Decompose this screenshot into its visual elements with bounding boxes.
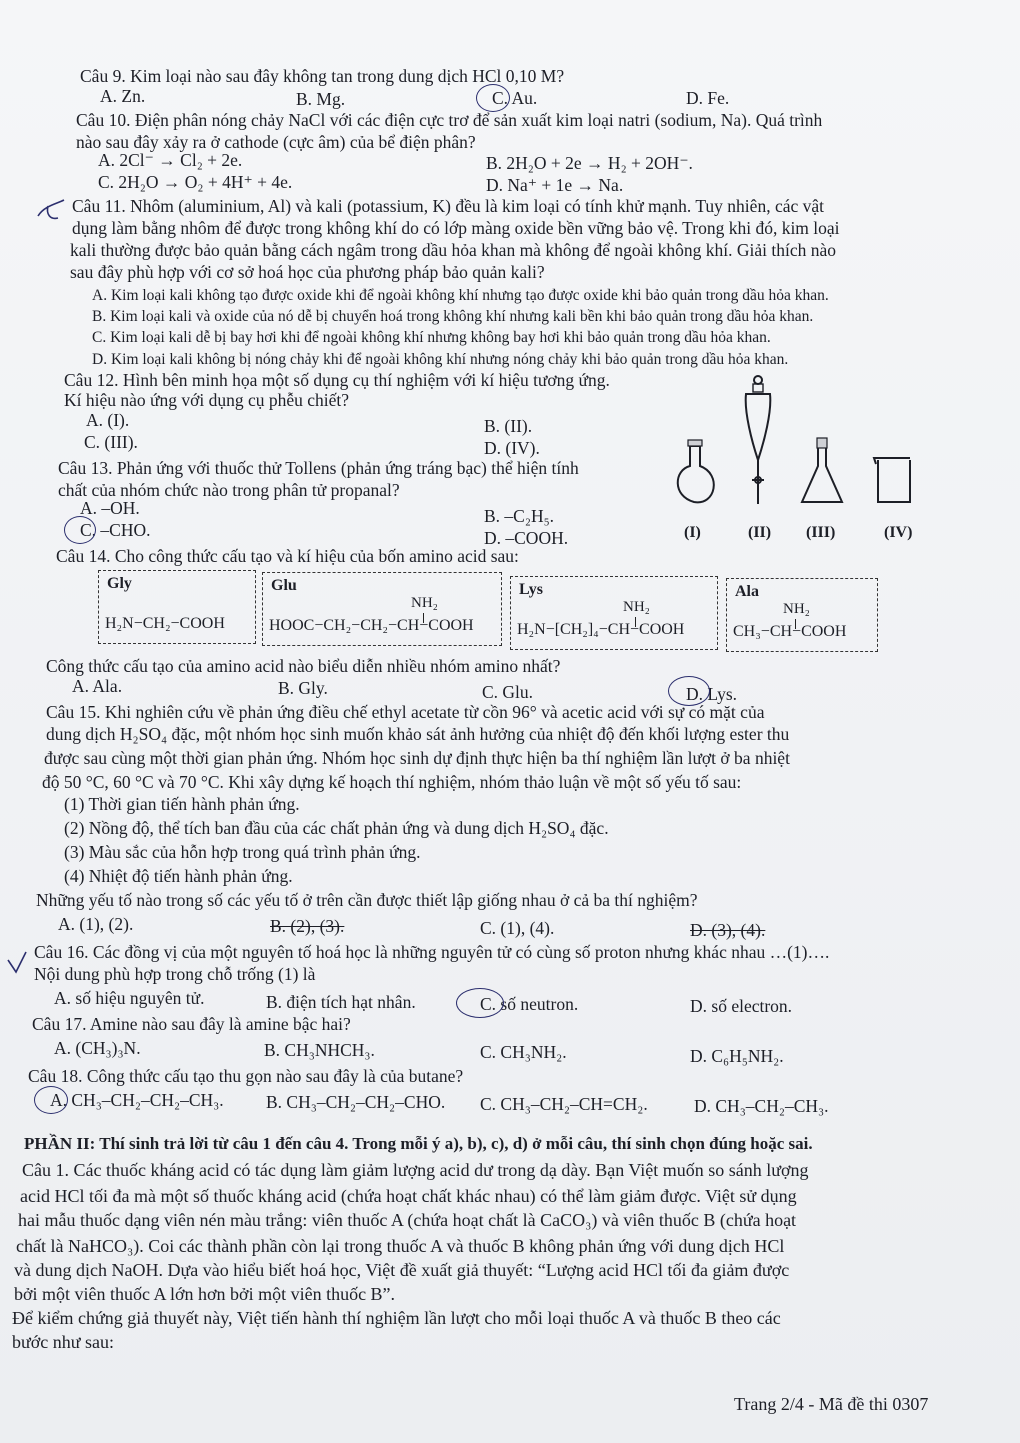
part2-line1: Câu 1. Các thuốc kháng acid có tác dụng làm giảm lượng acid dư trong dạ dày. Bạn Việt muốn so sánh lượng: [22, 1160, 809, 1180]
q10-option-d: D. Na⁺ + 1e → Na.: [486, 175, 624, 195]
q15-factor-1: (1) Thời gian tiến hành phản ứng.: [64, 794, 300, 814]
q11-line2: dụng làm bằng nhôm để được trong không khí do có lớp màng oxide bền vững bảo vệ. Trong khi đó, kim loại: [72, 218, 840, 238]
part2-heading: PHẦN II: Thí sinh trả lời từ câu 1 đến câu 4. Trong mỗi ý a), b), c), d) ở mỗi câu, thí sinh chọn đúng hoặc sai.: [24, 1134, 813, 1153]
q9-option-b: B. Mg.: [296, 89, 346, 109]
part2-line5: và dung dịch NaOH. Dựa vào hiểu biết hoá học, Việt đề xuất giả thuyết: “Lượng acid HCl tối đa giảm được: [14, 1260, 790, 1280]
q14-question: Công thức cấu tạo của amino acid nào biểu diễn nhiều nhóm amino nhất?: [46, 656, 561, 676]
q15-option-d: D. (3), (4).: [690, 920, 766, 940]
q17-option-c: C. CH₃NH₂.: [480, 1042, 567, 1062]
apparatus-label-ii: (II): [748, 524, 772, 541]
q10-option-b: B. 2H₂O + 2e → H₂ + 2OH⁻.: [486, 153, 693, 173]
q11-line3: kali thường được bảo quản bằng cách ngâm trong dầu hỏa khan mà không để ngoài không khí. Giải thích nào: [70, 240, 836, 260]
apparatus-label-i: (I): [684, 524, 701, 541]
q17-option-a: A. (CH₃)₃N.: [54, 1038, 141, 1058]
q18-option-c: C. CH₃–CH₂–CH=CH₂.: [480, 1094, 648, 1114]
q9-option-c: C. Au.: [492, 88, 538, 108]
lab-apparatus-illustration: [660, 372, 930, 512]
q15-option-a: A. (1), (2).: [58, 914, 134, 934]
q10-option-a: A. 2Cl⁻ → Cl₂ + 2e.: [98, 150, 243, 170]
q12-line2: Kí hiệu nào ứng với dụng cụ phễu chiết?: [64, 390, 350, 410]
amino-acid-name: Gly: [107, 575, 132, 592]
q16-option-c: C. số neutron.: [480, 994, 579, 1014]
q12-option-a: A. (I).: [86, 410, 130, 430]
amino-acid-box-ala: [726, 578, 878, 652]
q15-line2: dung dịch H₂SO₄ đặc, một nhóm học sinh muốn khảo sát ảnh hưởng của nhiệt độ đến khối lượng ester thu: [46, 724, 790, 744]
amino-acid-box-lys: [510, 576, 718, 650]
q14-option-a: A. Ala.: [72, 676, 123, 696]
q13-line2: chất của nhóm chức nào trong phân tử propanal?: [58, 480, 400, 500]
amino-acid-formula: H₂N−[CH₂]₄−CH−COOH: [517, 621, 685, 638]
q15-factor-3: (3) Màu sắc của hỗn hợp trong quá trình phản ứng.: [64, 842, 421, 862]
amino-acid-name: Glu: [271, 577, 297, 594]
q14-option-d: D. Lys.: [686, 684, 738, 704]
q11-option-d: D. Kim loại kali không bị nóng chảy khi để ngoài không khí nhưng nóng chảy khi bảo quản trong dầu hỏa khan.: [92, 351, 789, 368]
q13-option-b: B. –C₂H₅.: [484, 506, 555, 526]
q9-option-d: D. Fe.: [686, 88, 730, 108]
part2-line2: acid HCl tối đa mà một số thuốc kháng acid (chứa hoạt chất khác nhau) có thể làm giảm được. Việt sử dụng: [20, 1186, 797, 1206]
q13-line1: Câu 13. Phản ứng với thuốc thử Tollens (phản ứng tráng bạc) thể hiện tính: [58, 458, 579, 478]
q18-option-d: D. CH₃–CH₂–CH₃.: [694, 1096, 829, 1116]
amino-acid-name: Lys: [519, 581, 544, 598]
amino-group-label: NH₂: [411, 595, 438, 611]
q10-line2: nào sau đây xảy ra ở cathode (cực âm) của bể điện phân?: [76, 132, 476, 152]
check-mark-icon: [6, 950, 28, 976]
q14-stem: Câu 14. Cho công thức cấu tạo và kí hiệu của bốn amino acid sau:: [56, 546, 519, 566]
amino-acid-name: Ala: [735, 583, 759, 600]
q17-stem: Câu 17. Amine nào sau đây là amine bậc hai?: [32, 1014, 351, 1034]
q12-option-b: B. (II).: [484, 416, 533, 436]
q12-option-d: D. (IV).: [484, 438, 540, 458]
q18-option-a: A. CH₃–CH₂–CH₂–CH₃.: [50, 1090, 224, 1110]
q17-option-d: D. C₆H₅NH₂.: [690, 1046, 784, 1066]
q12-option-c: C. (III).: [84, 432, 138, 452]
q11-option-a: A. Kim loại kali không tạo được oxide khi để ngoài không khí nhưng tạo được oxide khi bảo quản trong dầu hỏa khan.: [92, 287, 829, 304]
q15-line4: độ 50 °C, 60 °C và 70 °C. Khi xây dựng kế hoạch thí nghiệm, nhóm thảo luận về một số yếu tố sau:: [42, 772, 742, 792]
q15-option-c: C. (1), (4).: [480, 918, 555, 938]
q17-option-b: B. CH₃NHCH₃.: [264, 1040, 375, 1060]
answer-circle-mark: [456, 988, 504, 1018]
handwritten-mark-icon: [34, 196, 70, 224]
apparatus-label-iii: (III): [806, 524, 836, 541]
q15-factor-4: (4) Nhiệt độ tiến hành phản ứng.: [64, 866, 293, 886]
q13-option-c: C. –CHO.: [80, 520, 151, 540]
amino-group-label: NH₂: [623, 599, 650, 615]
q16-option-d: D. số electron.: [690, 996, 793, 1016]
q16-line2: Nội dung phù hợp trong chỗ trống (1) là: [34, 964, 316, 984]
q16-option-a: A. số hiệu nguyên tử.: [54, 988, 205, 1008]
q13-option-a: A. –OH.: [80, 498, 140, 518]
q15-line1: Câu 15. Khi nghiên cứu về phản ứng điều chế ethyl acetate từ cồn 96° và acetic acid với sự có mặt của: [46, 702, 765, 722]
q14-option-b: B. Gly.: [278, 678, 328, 698]
answer-circle-mark: [34, 1086, 68, 1114]
part2-line8: bước như sau:: [12, 1332, 115, 1352]
q10-option-c: C. 2H₂O → O₂ + 4H⁺ + 4e.: [98, 172, 293, 192]
amino-acid-formula: CH₃−CH−COOH: [733, 623, 847, 640]
q12-line1: Câu 12. Hình bên minh họa một số dụng cụ thí nghiệm với kí hiệu tương ứng.: [64, 370, 610, 390]
q15-line3: được sau cùng một thời gian phản ứng. Nhóm học sinh dự định thực hiện ba thí nghiệm lần lượt ở ba nhiệt: [44, 748, 790, 768]
answer-circle-mark: [64, 516, 96, 544]
q11-option-b: B. Kim loại kali và oxide của nó dễ bị chuyển hoá trong không khí nhưng kali bền khi bảo quản trong dầu hỏa khan.: [92, 308, 814, 325]
part2-line4: chất là NaHCO₃). Coi các thành phần còn lại trong thuốc A và thuốc B không phản ứng với dung dịch HCl: [16, 1236, 785, 1256]
q14-option-c: C. Glu.: [482, 682, 534, 702]
q16-line1: Câu 16. Các đồng vị của một nguyên tố hoá học là những nguyên tử có cùng số proton nhưng khác nhau …(1)….: [34, 942, 830, 962]
part2-line3: hai mẫu thuốc dạng viên nén màu trắng: viên thuốc A (chứa hoạt chất là CaCO₃) và viên thuốc B (chứa hoạt: [18, 1210, 797, 1230]
amino-acid-box-gly: [98, 570, 256, 644]
part2-line7: Để kiểm chứng giả thuyết này, Việt tiến hành thí nghiệm lần lượt cho mỗi loại thuốc A và thuốc B theo các: [12, 1308, 781, 1328]
q15-question: Những yếu tố nào trong số các yếu tố ở trên cần được thiết lập giống nhau ở cả ba thí nghiệm?: [36, 890, 698, 910]
amino-acid-formula: H₂N−CH₂−COOH: [105, 615, 225, 632]
q9-stem: Câu 9. Kim loại nào sau đây không tan trong dung dịch HCl 0,10 M?: [80, 66, 565, 86]
q15-factor-2: (2) Nồng độ, thể tích ban đầu của các chất phản ứng và dung dịch H₂SO₄ đặc.: [64, 818, 609, 838]
amino-acid-box-glu: [262, 572, 502, 646]
q9-option-a: A. Zn.: [100, 86, 146, 106]
q18-option-b: B. CH₃–CH₂–CH₂–CHO.: [266, 1092, 446, 1112]
q18-stem: Câu 18. Công thức cấu tạo thu gọn nào sau đây là của butane?: [28, 1066, 464, 1086]
q10-line1: Câu 10. Điện phân nóng chảy NaCl với các điện cực trơ để sản xuất kim loại natri (sodium, Na). Quá trình: [76, 110, 823, 130]
answer-circle-mark: [476, 84, 510, 112]
q11-line4: sau đây phù hợp với cơ sở hoá học của phương pháp bảo quản kali?: [70, 262, 545, 282]
q16-option-b: B. điện tích hạt nhân.: [266, 992, 416, 1012]
page-footer: Trang 2/4 - Mã đề thi 0307: [734, 1394, 929, 1414]
part2-line6: bởi một viên thuốc A lớn hơn bởi một viên thuốc B”.: [14, 1284, 396, 1304]
q11-line1: Câu 11. Nhôm (aluminium, Al) và kali (potassium, K) đều là kim loại có tính khử mạnh. Tuy nhiên, các vật: [72, 196, 824, 216]
q13-option-d: D. –COOH.: [484, 528, 569, 548]
q11-option-c: C. Kim loại kali dễ bị bay hơi khi để ngoài không khí nhưng không bay hơi khi bảo quản trong dầu hỏa khan.: [92, 329, 771, 346]
q15-option-b: B. (2), (3).: [270, 916, 345, 936]
amino-acid-formula: HOOC−CH₂−CH₂−CH−COOH: [269, 617, 474, 634]
amino-group-label: NH₂: [783, 601, 810, 617]
apparatus-label-iv: (IV): [884, 524, 913, 541]
